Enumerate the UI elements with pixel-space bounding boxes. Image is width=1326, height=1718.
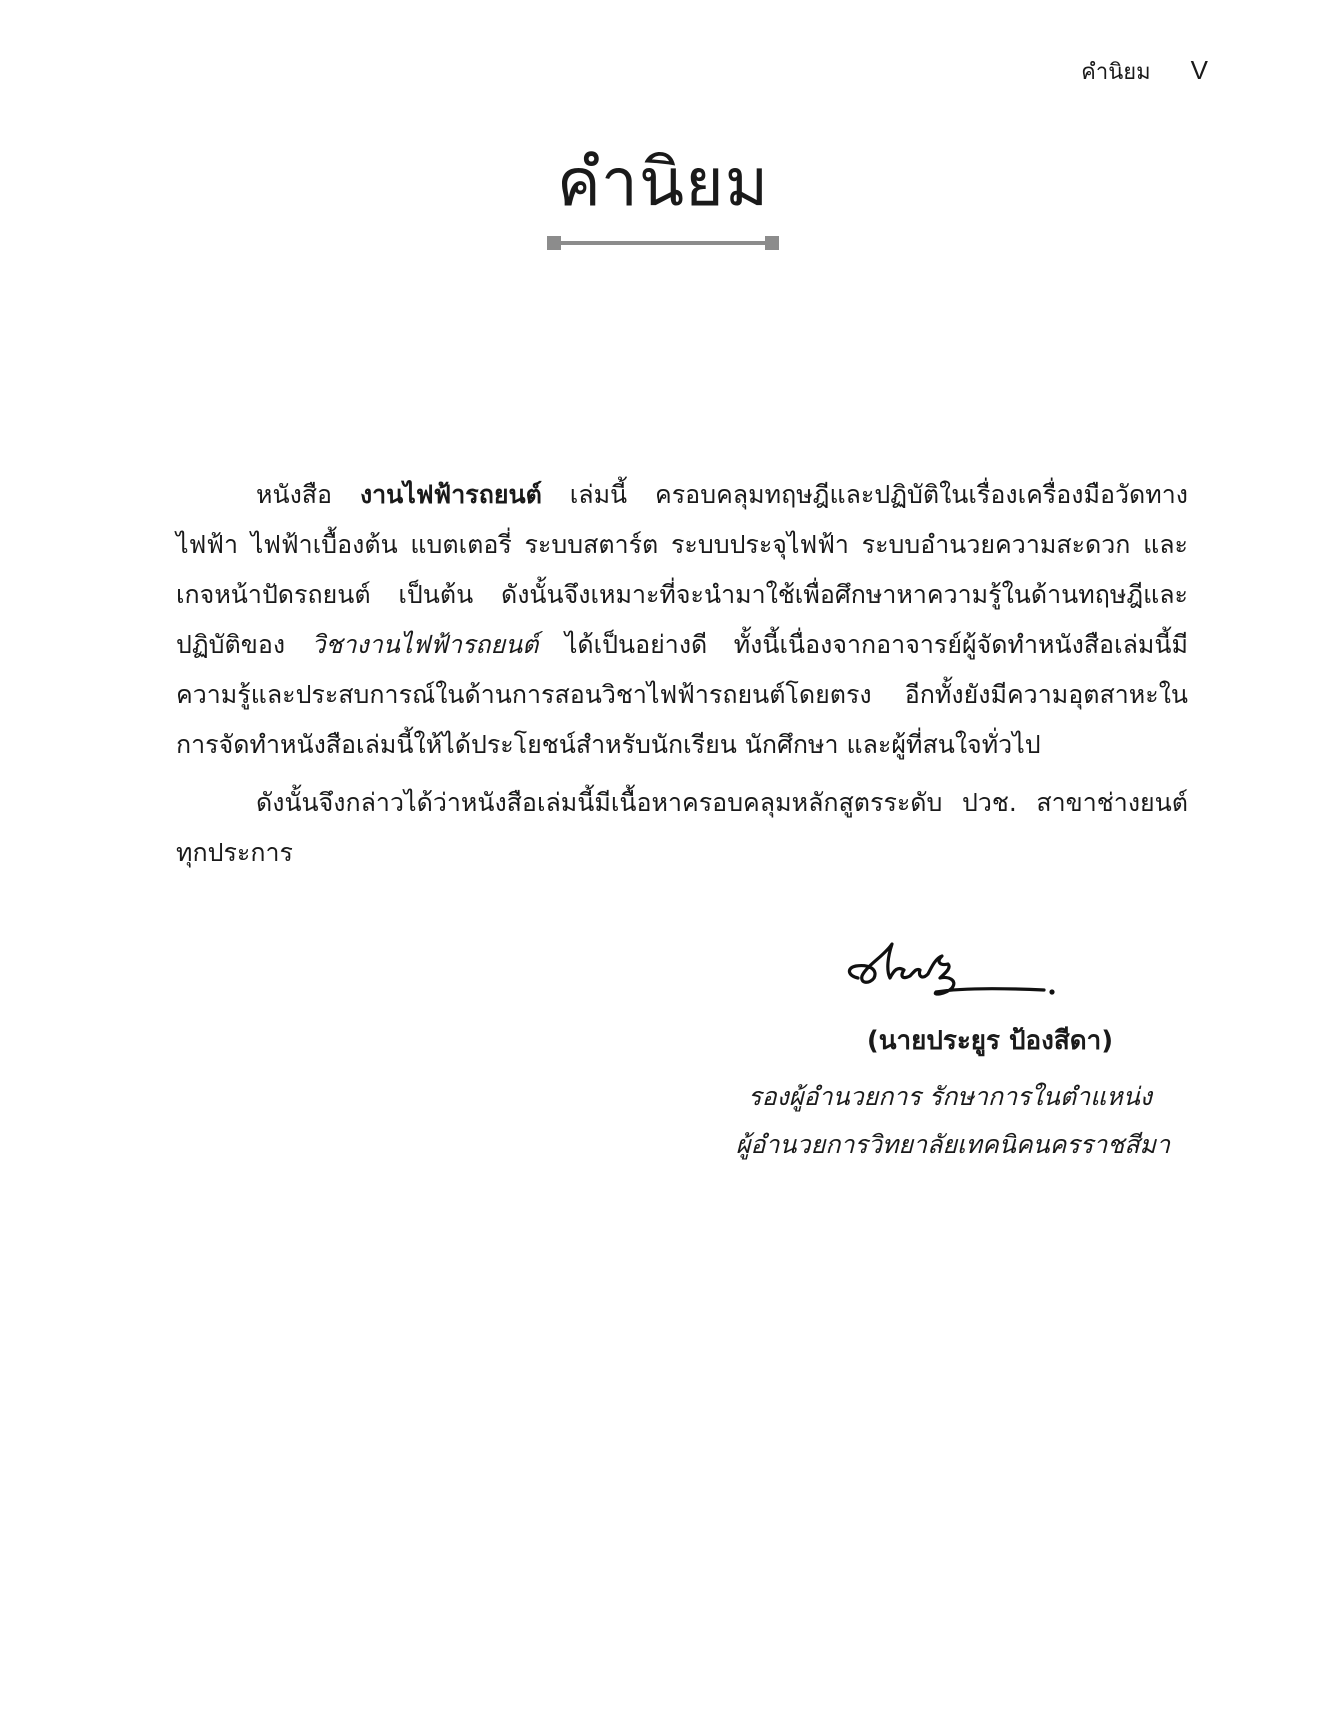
signatory-position-line-2: ผู้อำนวยการวิทยาลัยเทคนิคนครราชสีมา bbox=[735, 1130, 1170, 1159]
running-header-section: คำนิยม bbox=[1081, 60, 1151, 85]
running-header bbox=[1081, 54, 1208, 89]
paragraph-2: ดังนั้นจึงกล่าวได้ว่าหนังสือเล่มนี้มีเนื้อหาครอบคลุมหลักสูตรระดับ ปวช. สาขาช่างยนต์ทุกประการ bbox=[176, 788, 1188, 867]
paragraph-1-intro: หนังสือ bbox=[256, 480, 360, 509]
paragraph-1 bbox=[176, 470, 1188, 770]
rule-bar bbox=[555, 241, 771, 245]
paragraph-1-body: เล่มนี้ ครอบคลุมทฤษฎีและปฏิบัติในเรื่องเครื่องมือวัดทางไฟฟ้า ไฟฟ้าเบื้องต้น แบตเตอรี่ ระบบสตาร์ต ระบบประจุไฟฟ้า ระบบอำนวยความสะดวก และเกจหน้าปัดรถยนต์ เป็นต้น ดังนั้นจึงเหมาะที่จะนำมาใช้เพื่อศึกษาหาความรู้ในด้านทฤษฎีและปฏิบัติของ bbox=[176, 480, 1188, 659]
book-title: งานไฟฟ้ารถยนต์ bbox=[359, 480, 542, 509]
title-underline-rule bbox=[547, 236, 779, 250]
handwritten-signature bbox=[840, 936, 1072, 1016]
signatory-name: (นายประยูร ป้องสีดา) bbox=[866, 1026, 1114, 1056]
rule-right-cap bbox=[765, 236, 779, 250]
title-block bbox=[0, 144, 1326, 250]
body-text bbox=[176, 470, 1188, 878]
signatory-position-line-1: รองผู้อำนวยการ รักษาการในตำแหน่ง bbox=[748, 1082, 1152, 1111]
page-number: V bbox=[1190, 55, 1208, 85]
signatory-block bbox=[700, 1020, 1180, 1169]
page-title: คำนิยม bbox=[556, 144, 770, 221]
paragraph-1-end: ได้เป็นอย่างดี ทั้งนี้เนื่องจากอาจารย์ผู้จัดทำหนังสือเล่มนี้มีความรู้และประสบการณ์ในด้านการสอนวิชาไฟฟ้ารถยนต์โดยตรง อีกทั้งยังมีความอุตสาหะในการจัดทำหนังสือเล่มนี้ให้ได้ประโยชน์สำหรับนักเรียน นักศึกษา และผู้ที่สนใจทั่วไป bbox=[176, 630, 1188, 759]
subject-name: วิชางานไฟฟ้ารถยนต์ bbox=[311, 630, 539, 659]
